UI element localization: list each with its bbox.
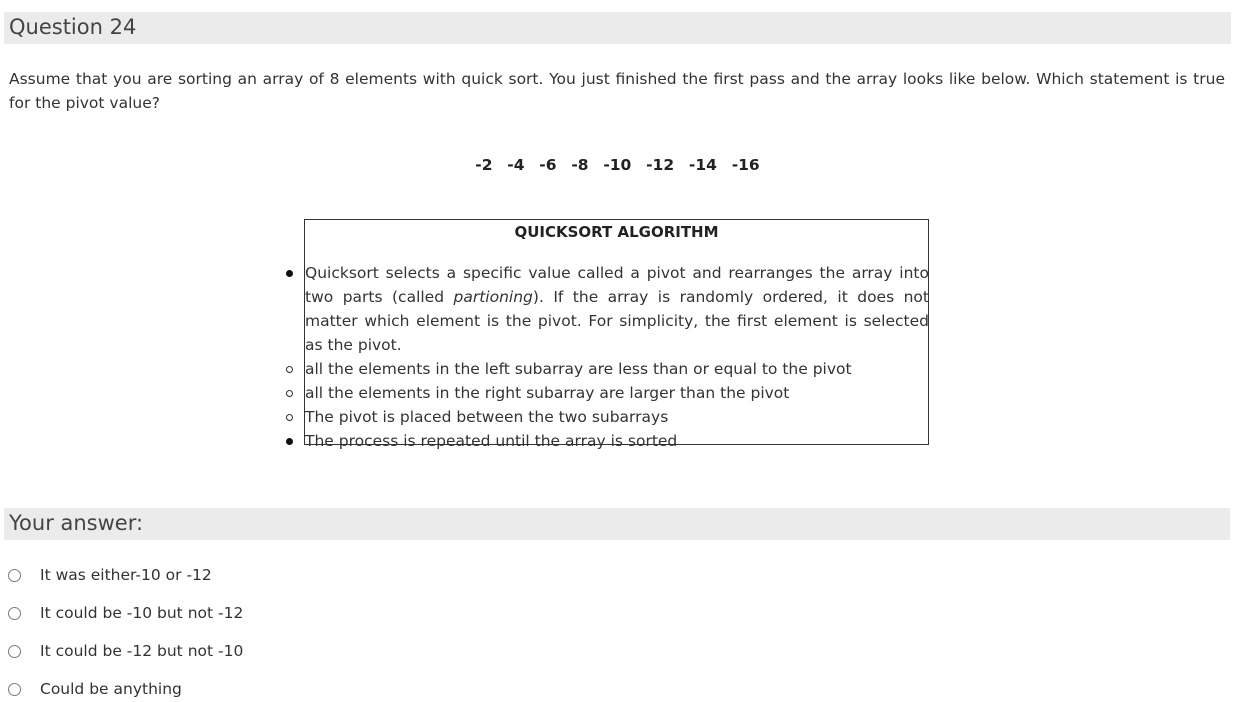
- disc-bullet-icon: [286, 270, 293, 277]
- circle-bullet-icon: [286, 414, 293, 421]
- circle-bullet-icon: [286, 390, 293, 397]
- algorithm-final-point: The process is repeated until the array is sorted: [305, 429, 929, 453]
- algorithm-list: [305, 261, 929, 453]
- answer-header: [4, 508, 1230, 540]
- algorithm-sub-point: all the elements in the left subarray are less than or equal to the pivot: [305, 357, 929, 381]
- answer-option[interactable]: [8, 678, 408, 702]
- radio-button[interactable]: [8, 683, 21, 696]
- circle-bullet-icon: [286, 366, 293, 373]
- answer-option-label[interactable]: It could be -10 but not -12: [40, 604, 244, 622]
- answer-header-label: Your answer:: [9, 511, 144, 535]
- radio-button[interactable]: [8, 607, 21, 620]
- algorithm-intro-item: [305, 261, 929, 357]
- answer-option[interactable]: [8, 602, 408, 626]
- answer-option-label[interactable]: Could be anything: [40, 680, 182, 698]
- array-values: -2 -4 -6 -8 -10 -12 -14 -16: [475, 156, 760, 174]
- radio-button[interactable]: [8, 645, 21, 658]
- disc-bullet-icon: [286, 438, 293, 445]
- question-title: Question 24: [9, 15, 137, 39]
- radio-button[interactable]: [8, 569, 21, 582]
- quicksort-algorithm-box: [304, 219, 929, 450]
- question-prompt: Assume that you are sorting an array of 8 elements with quick sort. You just finished the first pass and the array looks like below. Which statement is true for the pivot value?: [9, 70, 1225, 112]
- answer-option-label[interactable]: It could be -12 but not -10: [40, 642, 244, 660]
- answer-option[interactable]: [8, 564, 408, 588]
- algorithm-sub-point: The pivot is placed between the two subarrays: [305, 405, 929, 429]
- answer-option-label[interactable]: It was either-10 or -12: [40, 566, 212, 584]
- algorithm-sub-point: all the elements in the right subarray are larger than the pivot: [305, 381, 929, 405]
- algorithm-intro-text: Quicksort selects a specific value called a pivot and rearranges the array into two parts (called partioning). If the array is randomly ordered, it does not matter which element is the pivot. For simplicity, the first element is selected as the pivot.: [305, 264, 929, 354]
- question-header: [4, 12, 1231, 44]
- partitioning-term: partioning: [453, 288, 533, 306]
- answer-option[interactable]: [8, 640, 408, 664]
- algorithm-title: QUICKSORT ALGORITHM: [514, 223, 719, 241]
